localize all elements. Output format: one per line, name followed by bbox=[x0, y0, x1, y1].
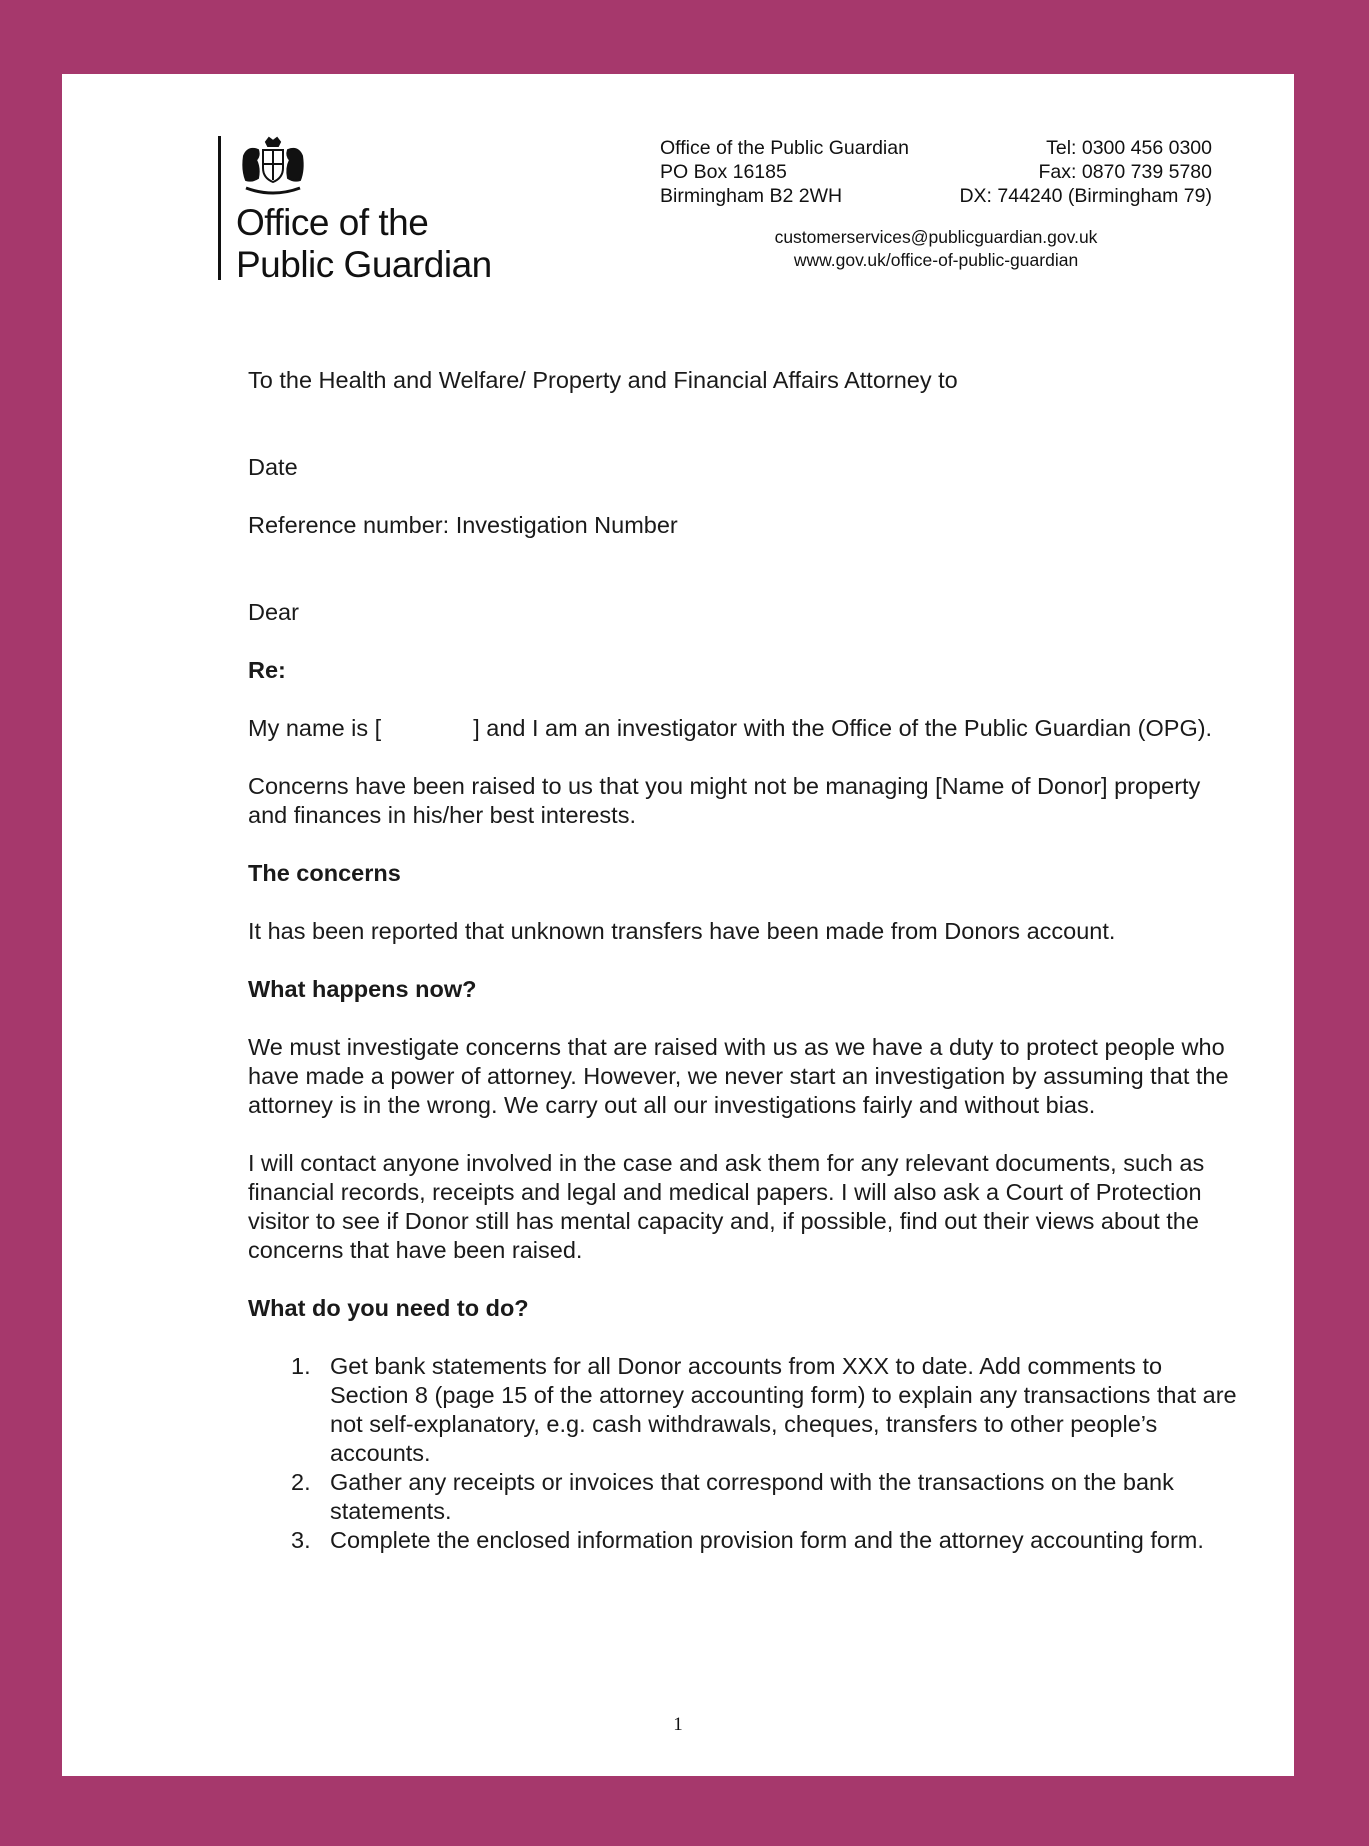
list-item-number: 1. bbox=[291, 1353, 311, 1379]
next-steps-heading: What happens now? bbox=[248, 976, 477, 1002]
address-line: Birmingham B2 2WH bbox=[660, 185, 843, 207]
org-name-line2: Public Guardian bbox=[236, 244, 492, 285]
recipient-line: To the Health and Welfare/ Property and Financial Affairs Attorney to bbox=[248, 367, 958, 393]
list-item-text: Gather any receipts or invoices that correspond with the transactions on the bank statements. bbox=[330, 1469, 1174, 1524]
page-number: 1 bbox=[673, 1714, 683, 1735]
intro-post: ] and I am an investigator with the Office of the Public Guardian (OPG). bbox=[473, 715, 1213, 741]
concerns-heading: The concerns bbox=[248, 860, 401, 886]
royal-coat-of-arms-icon bbox=[236, 136, 310, 198]
contact-numbers bbox=[959, 136, 1212, 208]
intro-paragraph bbox=[248, 714, 1238, 743]
online-contact bbox=[660, 226, 1212, 272]
letter-body bbox=[248, 366, 1238, 1555]
list-item-text: Get bank statements for all Donor accounts from XXX to date. Add comments to Section 8 (page 15 of the attorney accounting form) to explain any transactions that are not self-explanatory, e.g. cash withdrawals, cheques, transfers to other people’s accounts. bbox=[330, 1353, 1237, 1466]
next-steps-paragraph-2: I will contact anyone involved in the case and ask them for any relevant documents, such as financial records, receipts and legal and medical papers. I will also ask a Court of Protection visitor to see if Donor still has mental capacity and, if possible, find out their views about the concerns that have been raised. bbox=[248, 1150, 1205, 1263]
next-steps-paragraph-1: We must investigate concerns that are raised with us as we have a duty to protect people who have made a power of attorney. However, we never start an investigation by assuming that the attorney is in the wrong. We carry out all our investigations fairly and without bias. bbox=[248, 1034, 1229, 1118]
logo-divider bbox=[218, 136, 221, 280]
organisation-name bbox=[236, 202, 492, 286]
telephone: Tel: 0300 456 0300 bbox=[1046, 137, 1212, 159]
list-item-number: 2. bbox=[291, 1469, 311, 1495]
intro-pre: My name is [ bbox=[248, 715, 382, 741]
concerns-intro: Concerns have been raised to us that you might not be managing [Name of Donor] property and finances in his/her best interests. bbox=[248, 773, 1201, 828]
address-line: PO Box 16185 bbox=[660, 161, 787, 183]
todo-heading: What do you need to do? bbox=[248, 1295, 529, 1321]
letter-page bbox=[62, 74, 1294, 1776]
dx-number: DX: 744240 (Birmingham 79) bbox=[959, 185, 1212, 207]
date-line: Date bbox=[248, 454, 298, 480]
concerns-text: It has been reported that unknown transfers have been made from Donors account. bbox=[248, 918, 1116, 944]
list-item bbox=[248, 1526, 1238, 1555]
list-item bbox=[248, 1352, 1238, 1468]
list-item-text: Complete the enclosed information provision form and the attorney accounting form. bbox=[330, 1527, 1204, 1553]
address-line: Office of the Public Guardian bbox=[660, 137, 909, 159]
org-name-line1: Office of the bbox=[236, 202, 429, 243]
fax: Fax: 0870 739 5780 bbox=[1038, 161, 1212, 183]
website-url: www.gov.uk/office-of-public-guardian bbox=[793, 250, 1079, 270]
re-line: Re: bbox=[248, 657, 286, 683]
list-item bbox=[248, 1468, 1238, 1526]
reference-line: Reference number: Investigation Number bbox=[248, 512, 678, 538]
todo-list bbox=[248, 1352, 1238, 1555]
salutation: Dear bbox=[248, 599, 299, 625]
list-item-number: 3. bbox=[291, 1527, 311, 1553]
postal-address bbox=[660, 136, 909, 208]
email-address: customerservices@publicguardian.gov.uk bbox=[774, 227, 1098, 247]
